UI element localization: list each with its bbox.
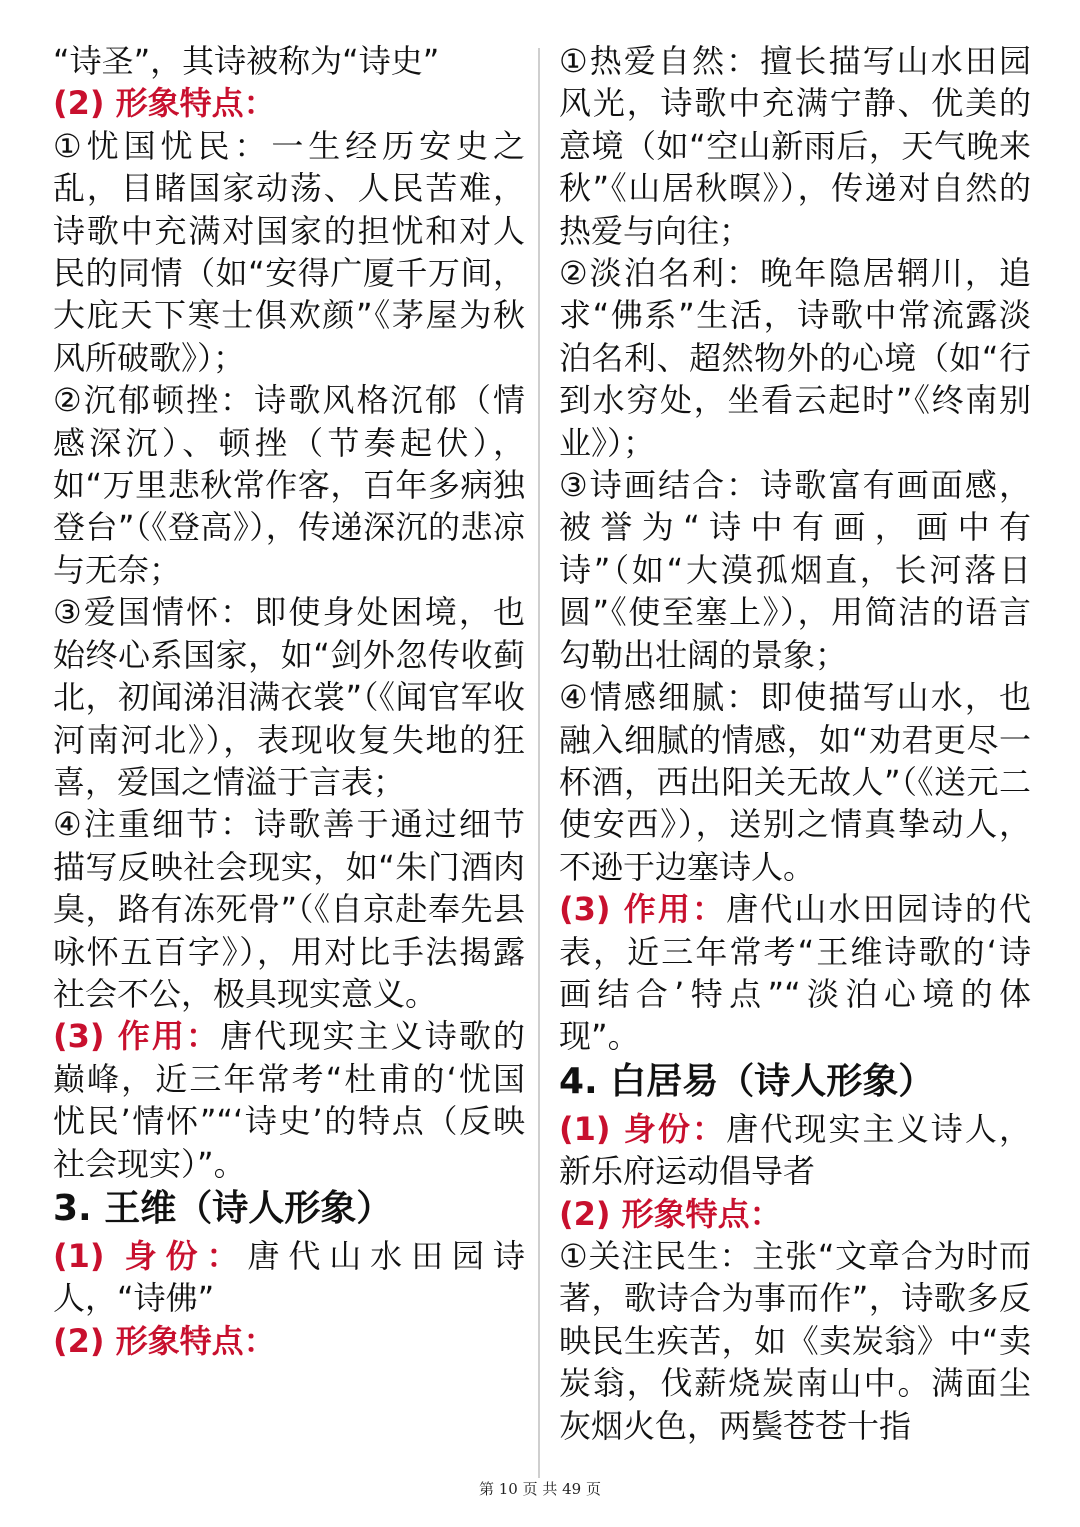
right-role-text: 唐代山水田园诗的代表，近三年常考“王维诗歌的‘诗画结合’特点”“淡泊心境的体现”。: [559, 890, 1031, 1056]
left-intro-line: “诗圣”，其诗被称为“诗史”: [53, 42, 440, 80]
left-feature-1: ①忧国忧民：一生经历安史之乱，目睹国家动荡、人民苦难，诗歌中充满对国家的担忧和对人民的同情（如“安得广厦千万间，大庇天下寒士俱欢颜”《茅屋为秋风所破歌》）；: [53, 126, 525, 377]
right-feature-1: ①热爱自然：擅长描写山水田园风光，诗歌中充满宁静、优美的意境（如“空山新雨后，天气晚来秋”《山居秋暝》），传递对自然的热爱与向往；: [559, 42, 1031, 250]
column-divider: [538, 48, 540, 1478]
section-3-title: 3. 王维（诗人形象）: [53, 1187, 393, 1229]
left-role-text: 唐代现实主义诗歌的巅峰，近三年常考“杜甫的‘忧国忧民’情怀”“‘诗史’的特点（反映社会现实）”。: [53, 1017, 525, 1183]
section-4-title: 4. 白居易（诗人形象）: [559, 1060, 935, 1102]
right-feature-5: ①关注民生：主张“文章合为时而著，歌诗合为事而作”，诗歌多反映民生疾苦，如《卖炭翁》中“卖炭翁，伐薪烧炭南山中。满面尘灰烟火色，两鬓苍苍十指: [559, 1236, 1031, 1445]
left-role-paragraph: [53, 1015, 525, 1185]
page-number-footer: 第 10 页 共 49 页: [478, 1480, 601, 1498]
left-heading-features-2: (2) 形象特点：: [53, 1321, 276, 1360]
right-role-paragraph: [559, 888, 1031, 1058]
left-feature-2: ②沉郁顿挫：诗歌风格沉郁（情感深沉）、顿挫（节奏起伏），如“万里悲秋常作客，百年多病独登台”（《登高》），传递深沉的悲凉与无奈；: [53, 381, 525, 589]
right-heading-features: (2) 形象特点：: [559, 1194, 782, 1233]
right-column: [559, 40, 1031, 1447]
left-heading-identity: (1) 身份：: [53, 1236, 248, 1275]
right-heading-identity: (1) 身份：: [559, 1109, 727, 1148]
right-identity-paragraph: [559, 1108, 1031, 1193]
left-column: [53, 40, 525, 1362]
right-feature-4: ④情感细腻：即使描写山水，也融入细腻的情感，如“劝君更尽一杯酒，西出阳关无故人”（《送元二使安西》），送别之情真挚动人，不逊于边塞诗人。: [559, 678, 1031, 886]
right-identity-text: 唐代现实主义诗人，新乐府运动倡导者: [559, 1109, 1031, 1191]
left-feature-3: ③爱国情怀：即使身处困境，也始终心系国家，如“剑外忽传收蓟北，初闻涕泪满衣裳”（《闻官军收河南河北》），表现收复失地的狂喜，爱国之情溢于言表；: [53, 593, 525, 801]
right-feature-3: ③诗画结合：诗歌富有画面感，被誉为“诗中有画，画中有诗”（如“大漠孤烟直，长河落日圆”《使至塞上》），用简洁的语言勾勒出壮阔的景象；: [559, 466, 1031, 674]
right-heading-role: (3) 作用：: [559, 890, 727, 929]
left-heading-role: (3) 作用：: [53, 1017, 221, 1056]
left-identity-paragraph: [53, 1235, 525, 1320]
left-heading-features: (2) 形象特点：: [53, 84, 276, 123]
left-identity-text: 唐代山水田园诗人，“诗佛”: [53, 1236, 525, 1318]
left-feature-4: ④注重细节：诗歌善于通过细节描写反映社会现实，如“朱门酒肉臭，路有冻死骨”（《自京赴奉先县咏怀五百字》），用对比手法揭露社会不公，极具现实意义。: [53, 805, 525, 1013]
right-feature-2: ②淡泊名利：晚年隐居辋川，追求“佛系”生活，诗歌中常流露淡泊名利、超然物外的心境（如“行到水穷处，坐看云起时”《终南别业》）；: [559, 254, 1031, 462]
